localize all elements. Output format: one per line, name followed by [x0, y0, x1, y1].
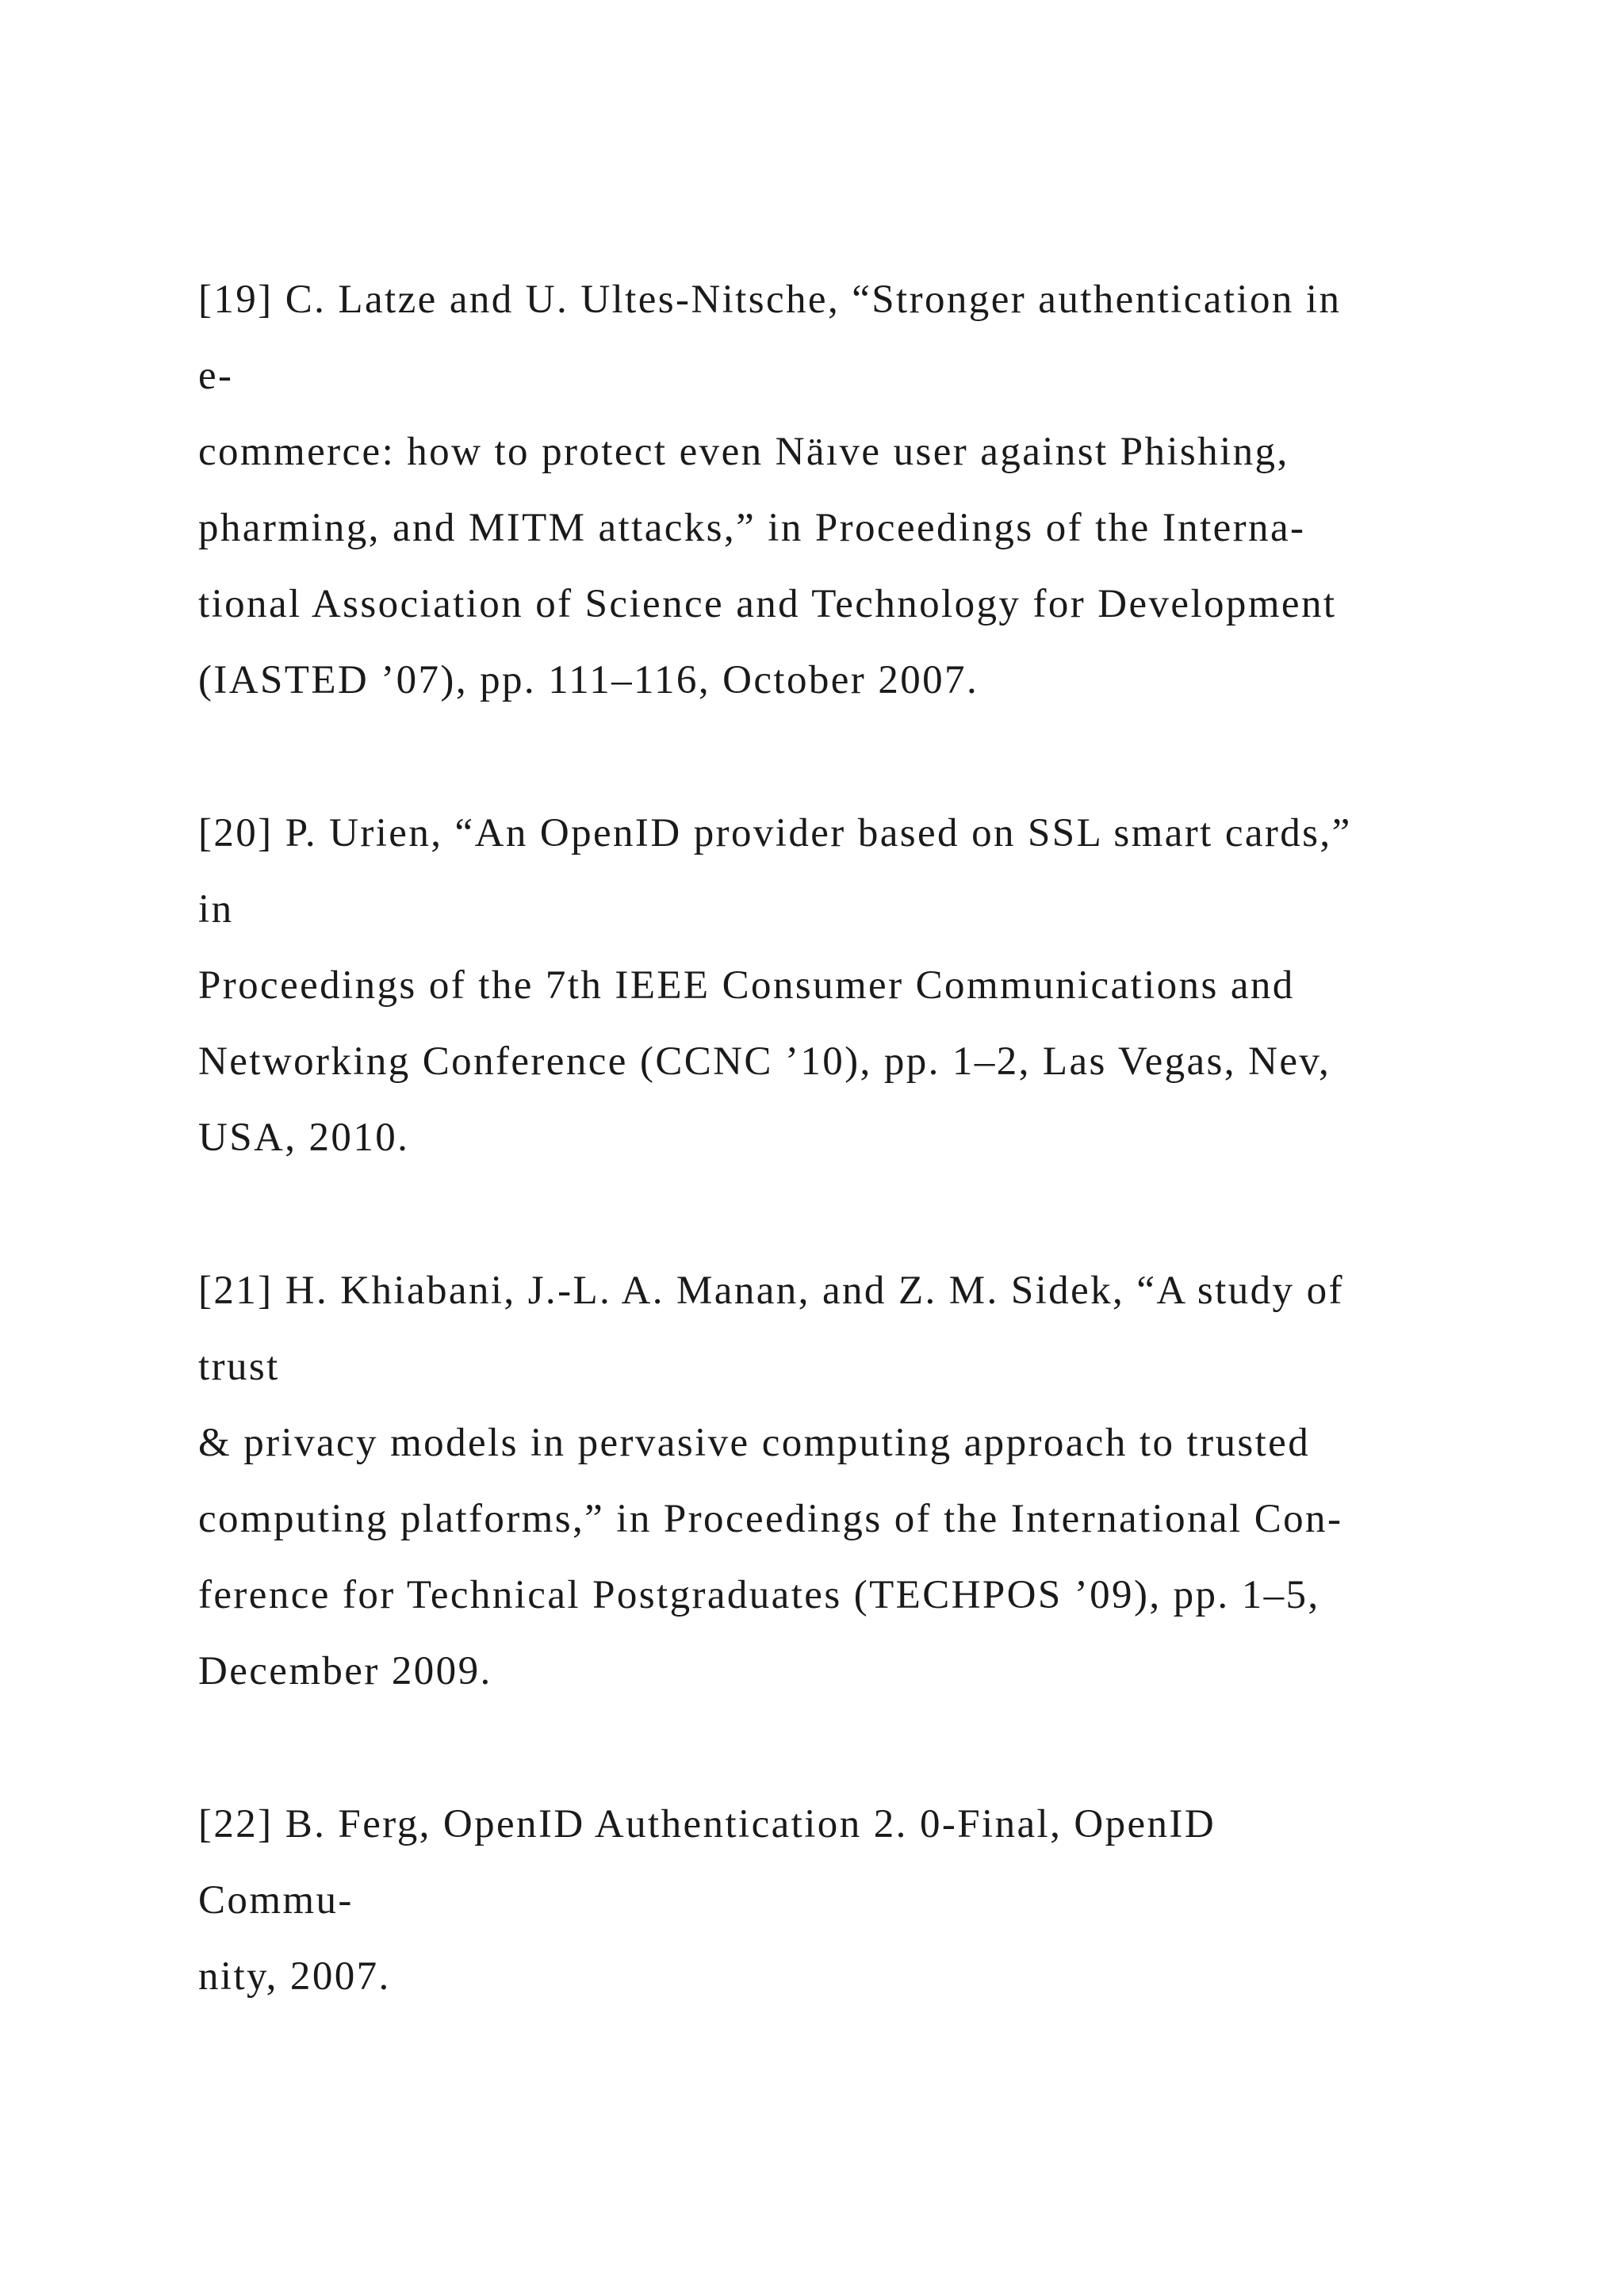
- reference-line: [19] C. Latze and U. Ultes-Nitsche, “Stronger authentication in: [198, 277, 1342, 322]
- reference-list: [198, 262, 1499, 2015]
- reference-line: Proceedings of the 7th IEEE Consumer Communications and: [198, 963, 1295, 1008]
- reference-line: Networking Conference (CCNC ’10), pp. 1–2, Las Vegas, Nev,: [198, 1039, 1331, 1084]
- reference-22: [198, 1786, 1499, 2015]
- reference-line: [22] B. Ferg, OpenID Authentication 2. 0-Final, OpenID: [198, 1802, 1216, 1846]
- reference-line: (IASTED ’07), pp. 111–116, October 2007.: [198, 658, 979, 702]
- reference-line: Commu-: [198, 1878, 354, 1923]
- reference-line: USA, 2010.: [198, 1115, 410, 1160]
- reference-21: [198, 1253, 1499, 1709]
- reference-line: pharming, and MITM attacks,” in Proceedings of the Interna-: [198, 506, 1306, 550]
- reference-20: [198, 795, 1499, 1176]
- reference-line: trust: [198, 1345, 280, 1389]
- reference-line: December 2009.: [198, 1649, 492, 1693]
- reference-line: tional Association of Science and Technology for Development: [198, 582, 1337, 626]
- reference-line: [21] H. Khiabani, J.-L. A. Manan, and Z. M. Sidek, “A study of: [198, 1269, 1344, 1313]
- reference-line: commerce: how to protect even Näıve user against Phishing,: [198, 430, 1289, 474]
- reference-line: [20] P. Urien, “An OpenID provider based on SSL smart cards,”: [198, 811, 1352, 855]
- reference-line: ference for Technical Postgraduates (TECHPOS ’09), pp. 1–5,: [198, 1573, 1320, 1617]
- reference-line: in: [198, 887, 234, 932]
- reference-line: nity, 2007.: [198, 1954, 391, 1999]
- reference-line: & privacy models in pervasive computing approach to trusted: [198, 1421, 1311, 1465]
- reference-line: e-: [198, 354, 234, 398]
- reference-19: [198, 262, 1499, 718]
- reference-line: computing platforms,” in Proceedings of the International Con-: [198, 1497, 1343, 1541]
